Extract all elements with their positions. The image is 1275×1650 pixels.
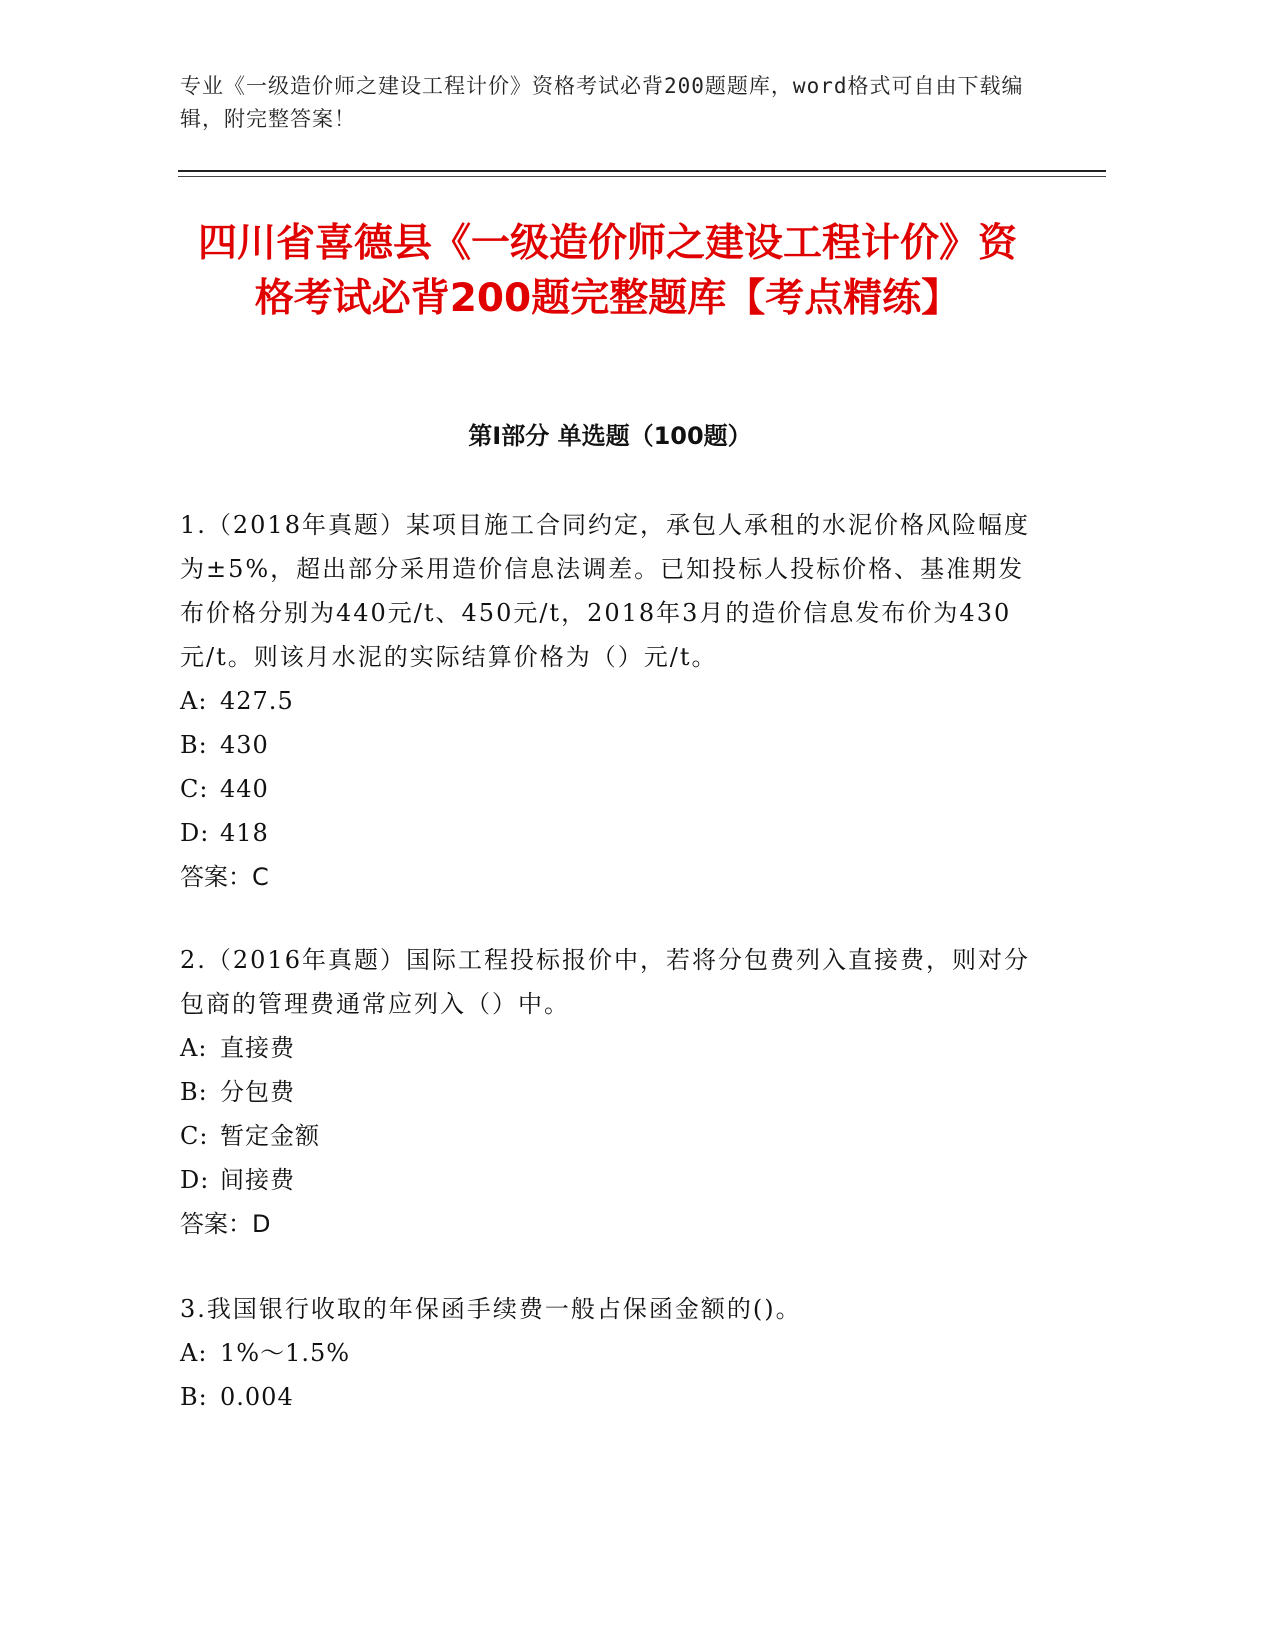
option-key: A:: [180, 1034, 208, 1062]
option-c: [180, 767, 1040, 811]
option-key: A:: [180, 1339, 208, 1367]
option-text: 0.004: [220, 1383, 294, 1411]
question-stem: 1.（2018年真题）某项目施工合同约定，承包人承租的水泥价格风险幅度为±5%，超出部分采用造价信息法调差。已知投标人投标价格、基准期发布价格分别为440元/t、450元/t，2018年3月的造价信息发布价为430元/t。则该月水泥的实际结算价格为（）元/t。: [180, 511, 1030, 671]
section-heading: 第I部分 单选题（100题）: [468, 422, 752, 450]
option-d: [180, 1158, 1040, 1202]
option-key: C:: [180, 1122, 209, 1150]
header-note: 专业《一级造价师之建设工程计价》资格考试必背200题题库，word格式可自由下载编辑，附完整答案！: [180, 74, 1024, 131]
option-text: 430: [220, 731, 269, 759]
option-key: C:: [180, 775, 209, 803]
option-key: D:: [180, 819, 210, 847]
option-key: B:: [180, 1383, 208, 1411]
option-d: [180, 811, 1040, 855]
option-text: 分包费: [220, 1078, 295, 1106]
question-stem: 3.我国银行收取的年保函手续费一般占保函金额的()。: [180, 1295, 802, 1323]
question-2: [180, 938, 1040, 1246]
option-key: A:: [180, 687, 208, 715]
option-text: 1%～1.5%: [220, 1339, 351, 1367]
question-stem: 2.（2016年真题）国际工程投标报价中，若将分包费列入直接费，则对分包商的管理费通常应列入（）中。: [180, 946, 1030, 1018]
option-text: 暂定金额: [220, 1122, 320, 1150]
question-3: [180, 1287, 1040, 1419]
header-divider-thin: [178, 176, 1106, 177]
option-text: 间接费: [220, 1166, 295, 1194]
header-divider: [178, 170, 1106, 172]
option-a: [180, 679, 1040, 723]
option-text: 直接费: [220, 1034, 295, 1062]
option-b: [180, 1070, 1040, 1114]
option-b: [180, 723, 1040, 767]
question-1: [180, 503, 1040, 899]
option-text: 427.5: [220, 687, 294, 715]
option-c: [180, 1114, 1040, 1158]
option-text: 418: [220, 819, 269, 847]
document-title: 四川省喜德县《一级造价师之建设工程计价》资格考试必背200题完整题库【考点精练】: [197, 221, 1017, 321]
option-text: 440: [220, 775, 269, 803]
option-b: [180, 1375, 1040, 1419]
answer: 答案：D: [180, 1210, 271, 1238]
option-key: B:: [180, 731, 208, 759]
option-a: [180, 1026, 1040, 1070]
option-key: B:: [180, 1078, 208, 1106]
answer: 答案：C: [180, 863, 269, 891]
option-key: D:: [180, 1166, 210, 1194]
option-a: [180, 1331, 1040, 1375]
